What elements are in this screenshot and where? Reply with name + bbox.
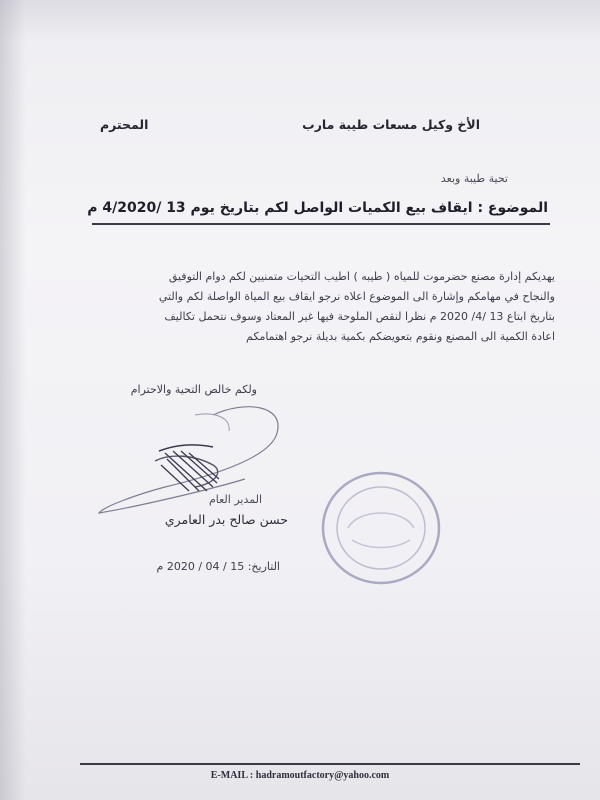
signatory-name: حسن صالح بدر العامري (164, 512, 288, 527)
body-line: بتاريخ ابتاع 13 /4/ 2020 م نظرا لنقص الملوحة فيها غير المعتاد وسوف نتحمل تكاليف (164, 310, 555, 323)
body-line: يهديكم إدارة مصنع حضرموت للمياه ( طيبه ) اطيب التحيات متمنيين لكم دوام التوفيق (168, 270, 555, 283)
footer-email: E-MAIL : hadramoutfactory@yahoo.com (210, 770, 390, 781)
body-line: والنجاح في مهامكم وإشارة الى الموضوع اعلاه نرجو ايقاف بيع المياة الواصلة لكم والتي (158, 290, 555, 303)
company-seal (318, 468, 444, 588)
page-shadow (0, 0, 26, 800)
addressee-line (100, 117, 480, 132)
signatory-role: المدير العام (208, 493, 262, 506)
page-shadow-top (0, 0, 600, 40)
footer-divider (80, 763, 580, 765)
greeting: تحية طيبة وبعد (440, 172, 508, 185)
closing-line: ولكم خالص التحية والاحترام (130, 383, 257, 396)
subject-label: الموضوع : (477, 200, 548, 216)
subject-underline (92, 223, 550, 225)
letter-body (35, 267, 555, 347)
addressee-name: الأخ وكيل مسعات طيبة مارب (302, 117, 480, 132)
subject-line (87, 200, 548, 216)
body-line: اعادة الكمية الى المصنع ونقوم بتعويضكم بكمية بديلة نرجو اهتمامكم (246, 330, 555, 343)
addressee-honorific: المحترم (100, 117, 149, 132)
subject-text: ايقاف بيع الكميات الواصل لكم بتاريخ يوم 13 /4/2020 م (87, 200, 473, 216)
letter-date: التاريخ: 15 / 04 / 2020 م (156, 560, 280, 573)
